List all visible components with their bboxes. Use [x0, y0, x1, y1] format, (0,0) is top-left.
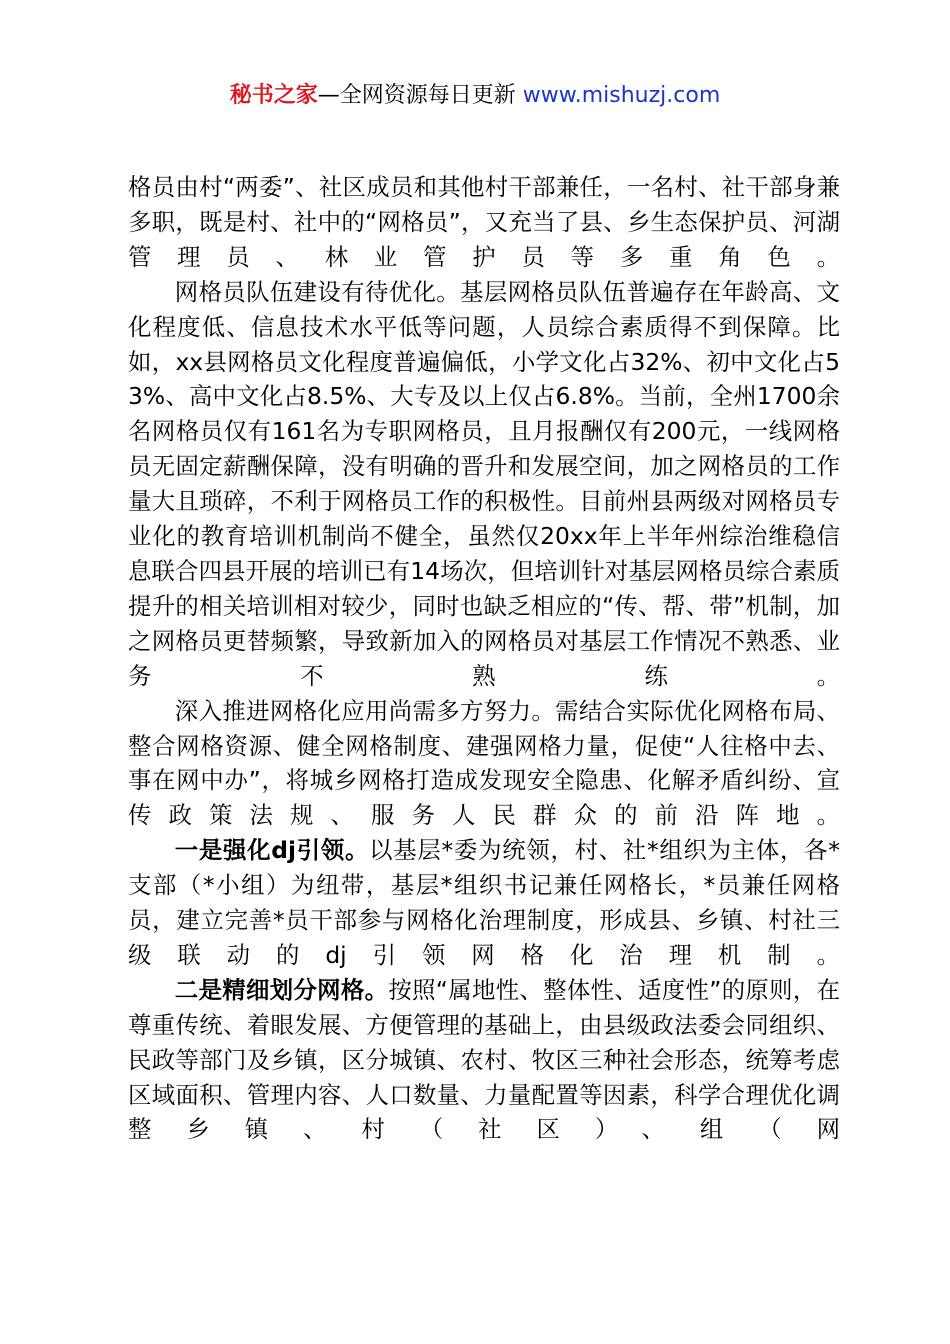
paragraph-point-two	[128, 973, 840, 1148]
paragraph-continuation: 格员由村“两委”、社区成员和其他村干部兼任，一名村、社干部身兼多职，既是村、社中的“网格员”，又充当了县、乡生态保护员、河湖管理员、林业管护员等多重角色。	[128, 173, 840, 271]
paragraph-team-building: 网格员队伍建设有待优化。基层网格员队伍普遍存在年龄高、文化程度低、信息技术水平低等问题，人员综合素质得不到保障。比如，xx县网格员文化程度普遍偏低，小学文化占32%、初中文化占53%、高中文化占8.5%、大专及以上仅占6.8%。当前，全州1700余名网格员仅有161名为专职网格员，且月报酬仅有200元，一线网格员无固定薪酬保障，没有明确的晋升和发展空间，加之网格员的工作量大且琐碎，不利于网格员工作的积极性。目前州县两级对网格员专业化的教育培训机制尚不健全，虽然仅20xx年上半年州综治维稳信息联合四县开展的培训已有14场次，但培训针对基层网格员综合素质提升的相关培训相对较少，同时也缺乏相应的“传、帮、带”机制，加之网格员更替频繁，导致新加入的网格员对基层工作情况不熟悉、业务不熟练。	[128, 277, 840, 690]
point-two-body: 按照“属地性、整体性、适度性”的原则，在尊重传统、着眼发展、方便管理的基础上，由县级政法委会同组织、民政等部门及乡镇，区分城镇、农村、牧区三种社会形态，统筹考虑区域面积、管理内容、人口数量、力量配置等因素，科学合理优化调整乡镇、村（社区）、组（网	[128, 975, 841, 1144]
site-url-link[interactable]: www.mishuzj.com	[522, 83, 721, 108]
header-tagline: —全网资源每日更新	[317, 83, 523, 108]
paragraph-promote-grid: 深入推进网格化应用尚需多方努力。需结合实际优化网格布局、整合网格资源、健全网格制度、建强网格力量，促使“人往格中去、事在网中办”，将城乡网格打造成发现安全隐患、化解矛盾纠纷、宣传政策法规、服务人民群众的前沿阵地。	[128, 696, 840, 830]
brand-name: 秘书之家	[229, 83, 318, 108]
point-one-body: 以基层*委为统领，村、社*组织为主体，各*支部（*小组）为纽带，基层*组织书记兼任网格长，*员兼任网格员，建立完善*员干部参与网格化治理制度，形成县、乡镇、村社三级联动的dj引领网格化治理机制。	[128, 836, 840, 969]
paragraph-point-one	[128, 833, 840, 973]
point-two-heading: 二是精细划分网格。	[174, 975, 389, 1004]
point-one-heading: 一是强化dj引领。	[174, 836, 370, 865]
site-header	[0, 80, 950, 112]
document-body	[128, 170, 840, 1147]
